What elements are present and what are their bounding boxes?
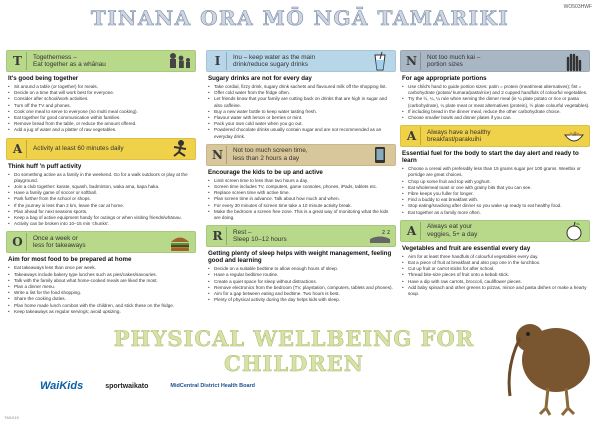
list-item: • Plan a dinner menu.	[8, 284, 196, 290]
list-item: • Replace screen time with active time.	[208, 190, 396, 196]
sleep-icon	[365, 225, 395, 247]
list-item: • Eat together for good communication within families.	[8, 115, 196, 121]
list-item: • Add a jug of water and a platter of raw vegetables.	[8, 127, 196, 133]
card-once	[6, 231, 196, 315]
footer-title: PHYSICAL WELLBEING FOR CHILDREN	[113, 326, 475, 376]
list-item: • Consider after school/work activities.	[8, 96, 196, 102]
list-item: • Plan ahead for next seasons sports.	[8, 209, 196, 215]
list-item: • Plan home made lunch combos with the children, and stick these on the fridge.	[8, 303, 196, 309]
column-left	[6, 50, 196, 319]
drink-icon	[365, 50, 395, 72]
waikids-logo: WaiKids	[40, 380, 84, 392]
tm-code: TM1019	[4, 415, 19, 420]
card-together	[6, 50, 196, 134]
list-item: • Eat takeaways less than once per week.	[8, 265, 196, 271]
list-item: • Pack your own cold water when you go out.	[208, 121, 396, 127]
running-icon	[165, 138, 195, 160]
list-item: • Use child's hand to guide portion sizes: palm = protein (meat/meat alternatives); fist = carbohydrate (potato/ kumara/pasta/rice) and 2 cupped handfuls of colourful vegetables.	[402, 84, 590, 96]
list-item: • Do something active as a family in the weekend. Go for a walk outdoors or play at the playground.	[8, 172, 196, 184]
card-inu	[206, 50, 396, 140]
card-letter: A	[403, 222, 421, 240]
list-item: • Fibre keeps you fuller for longer.	[402, 191, 590, 197]
list-item: • Join a club together: karate, squash, badminton, waka ama, kapa haka.	[8, 184, 196, 190]
card-header	[6, 138, 196, 160]
hand-icon	[559, 50, 589, 72]
page-code: WO503HWF	[563, 4, 592, 10]
list-item: • Talk with the family about what home-cooked meals are liked the most.	[8, 278, 196, 284]
card-heading: Always have a healthy breakfast/parakuihi	[427, 128, 491, 144]
column-right	[400, 50, 590, 301]
card-heading: Rest – Sleep 10–12 hours	[233, 228, 287, 244]
cereal-icon	[559, 125, 589, 147]
list-item: • Write a list for the food shopping.	[8, 290, 196, 296]
card-tips-list	[6, 265, 196, 315]
card-subheading: Essential fuel for the body to start the day alert and ready to learn	[402, 150, 579, 165]
card-tips-list	[206, 178, 396, 221]
card-subheading: Aim for most food to be prepared at home	[8, 256, 132, 264]
list-item: • Plenty of physical activity during the day helps kids with sleep.	[208, 297, 396, 303]
dhb-logo: MidCentral District Health Board	[170, 383, 256, 389]
list-item: • Eat a piece of fruit at breakfast and also pop one in the lunchbox.	[402, 260, 590, 266]
list-item: • Eat wholemeal toast or one with grainy bits that you can see.	[402, 185, 590, 191]
card-header	[400, 220, 590, 242]
list-item: • Turn off the TV and phones.	[8, 103, 196, 109]
list-item: • Let friends know that your family are cutting back on drinks that are high in sugar and also caffeine.	[208, 96, 396, 108]
list-item: • Cut up fruit or carrot sticks for after school.	[402, 266, 590, 272]
list-item: • Takeaways include bakery type lunches such as pies/cakes/savouries.	[8, 272, 196, 278]
list-item: • Find a buddy to eat breakfast with.	[402, 197, 590, 203]
list-item: • Activity can be broken into 10–15 min 'chunks'.	[8, 221, 196, 227]
list-item: • Remove bread from the table, or reduce the amount offered.	[8, 121, 196, 127]
sport-waikato-logo: sportwaikato	[105, 382, 149, 390]
svg-text:z z: z z	[382, 229, 391, 237]
list-item: • Thread bite-size pieces of fruit onto a kebab stick.	[402, 272, 590, 278]
list-item: • Try the ½, ¼, ¼ rule when serving the dinner meal (ie ¼ plate potato or rice or pasta (carbohydrate), ¼ plate meat or meat alternatives (protein), ½ plate colourful vegetables).	[402, 96, 590, 108]
card-heading: Once a week or less for takeaways	[33, 235, 86, 250]
burger-icon	[165, 231, 195, 253]
list-item: • Eat together as a family more often.	[402, 210, 590, 216]
list-item: • Choose smaller bowls and dinner plates if you can.	[402, 115, 590, 121]
card-subheading: Sugary drinks are not for every day	[208, 75, 312, 82]
card-heading: Not too much kai – portion sizes	[427, 53, 481, 68]
kiwi-bird-icon	[504, 296, 600, 424]
list-item: • Chop up some fruit and top with yoghurt.	[402, 179, 590, 185]
card-subheading: Encourage the kids to be up and active	[208, 168, 323, 176]
card-letter: N	[209, 146, 227, 164]
card-subheading: Getting plenty of sleep helps with weight management, feeling good and learning	[208, 250, 392, 265]
card-tips-list	[6, 84, 196, 134]
list-item: • Stop eating/snacking after dinner so you wake up ready to eat healthy food.	[402, 203, 590, 209]
card-rest	[206, 225, 396, 303]
list-item: • Take cordial, fizzy drink, sugary drink sachets and flavoured milk off the shopping list.	[208, 84, 396, 90]
card-heading: Always eat your veggies, 5+ a day	[427, 223, 478, 238]
card-letter: A	[403, 127, 421, 145]
card-letter: T	[9, 52, 27, 70]
card-portion	[400, 50, 590, 121]
list-item: • Decide on a suitable bedtime to allow enough hours of sleep.	[208, 266, 396, 272]
card-screen	[206, 144, 396, 221]
card-header	[6, 231, 196, 253]
card-header	[400, 125, 590, 147]
card-tips-list	[206, 84, 396, 140]
list-item: • For every 30 minutes of screen time take a 10 minute activity break.	[208, 203, 396, 209]
list-item: • Limit screen time to less than two hours a day.	[208, 178, 396, 184]
family-icon	[165, 50, 195, 72]
list-item: • If including bread in the dinner meal, reduce the other carbohydrate choice.	[402, 109, 590, 115]
card-subheading: It's good being together	[8, 75, 79, 82]
card-letter: R	[209, 227, 227, 245]
column-middle	[206, 50, 396, 307]
card-tips-list	[400, 84, 590, 121]
list-item: • Aim for at least three handfuls of colourful vegetables every day.	[402, 254, 590, 260]
list-item: • Flavour water with lemon or berries or mint.	[208, 115, 396, 121]
list-item: • Have a dip with raw carrots, broccoli, cauliflower pieces.	[402, 279, 590, 285]
list-item: • If the journey is less than 2 km, leave the car at home.	[8, 203, 196, 209]
list-item: • Keep takeaways as regular servings; avoid upsizing.	[8, 309, 196, 315]
list-item: • Keep a bag of active equipment handy for outings or when visiting friends/whānau.	[8, 215, 196, 221]
card-subheading: Vegetables and fruit are essential every day	[402, 244, 531, 252]
card-header	[206, 225, 396, 247]
card-header	[206, 50, 396, 72]
list-item: • Create a quiet space for sleep without distractions.	[208, 279, 396, 285]
list-item: • Remove electronics from the bedroom (TV, playstation, computers, tablets and phones).	[208, 285, 396, 291]
card-header	[400, 50, 590, 72]
list-item: • Offer cold water from the fridge often.	[208, 90, 396, 96]
list-item: • Make the bedroom a screen free zone. This is a great way of monitoring what the kids are doing.	[208, 209, 396, 221]
list-item: • Aim for a gap between eating and bedtime. Two hours is best.	[208, 291, 396, 297]
card-heading: Togetherness – Eat together as a whānau	[33, 53, 106, 68]
list-item: • Have a regular bedtime routine.	[208, 272, 396, 278]
card-heading: Activity at least 60 minutes daily	[33, 144, 124, 152]
list-item: • Plan screen time in advance. Talk about how much and when.	[208, 196, 396, 202]
list-item: • Park further from the school or shops.	[8, 196, 196, 202]
list-item: • Screen time includes TV, computers, game consoles, phones, iPads, tablets etc.	[208, 184, 396, 190]
apple-icon	[559, 220, 589, 242]
card-subheading: Think huff 'n puff activity	[8, 162, 82, 170]
card-tips-list	[6, 172, 196, 228]
list-item: • Choose a cereal with preferably less than 15 grams sugar per 100 grams. Weetbix or porridge are great choices.	[402, 166, 590, 178]
card-activity	[6, 138, 196, 228]
card-heading: Inu – keep water as the main drink/reduce sugary drinks	[233, 53, 316, 68]
logo-strip	[40, 380, 280, 392]
card-tips-list	[400, 166, 590, 216]
card-letter: A	[9, 140, 27, 158]
list-item: • Have a family game of soccer or softball.	[8, 190, 196, 196]
list-item: • Share the cooking duties.	[8, 296, 196, 302]
list-item: • Cook one meal to serve to everyone (no multi meal cooking).	[8, 109, 196, 115]
card-tips-list	[400, 254, 590, 297]
card-letter: O	[9, 233, 27, 251]
card-header	[6, 50, 196, 72]
card-subheading: For age appropriate portions	[402, 75, 487, 82]
card-veges	[400, 220, 590, 297]
card-heading: Not too much screen time, less than 2 hours a day	[233, 147, 308, 162]
list-item: • Powdered chocolate drinks usually contain sugar and are not recommended as an everyday drink.	[208, 127, 396, 139]
card-breakfast	[400, 125, 590, 216]
card-letter: I	[209, 52, 227, 70]
list-item: • Buy a new water bottle to keep water tasting fresh.	[208, 109, 396, 115]
card-header	[206, 144, 396, 166]
card-tips-list	[206, 266, 396, 303]
list-item: • Add baby spinach and other greens to pizzas, mince and pasta dishes or make a hearty soup.	[402, 285, 590, 297]
page-title: TINANA ORA MŌ NGĀ TAMARIKI	[90, 6, 510, 30]
list-item: • Sit around a table (or together) for meals.	[8, 84, 196, 90]
list-item: • Decide on a time that will work best for everyone.	[8, 90, 196, 96]
screen-icon	[365, 144, 395, 166]
card-letter: N	[403, 52, 421, 70]
